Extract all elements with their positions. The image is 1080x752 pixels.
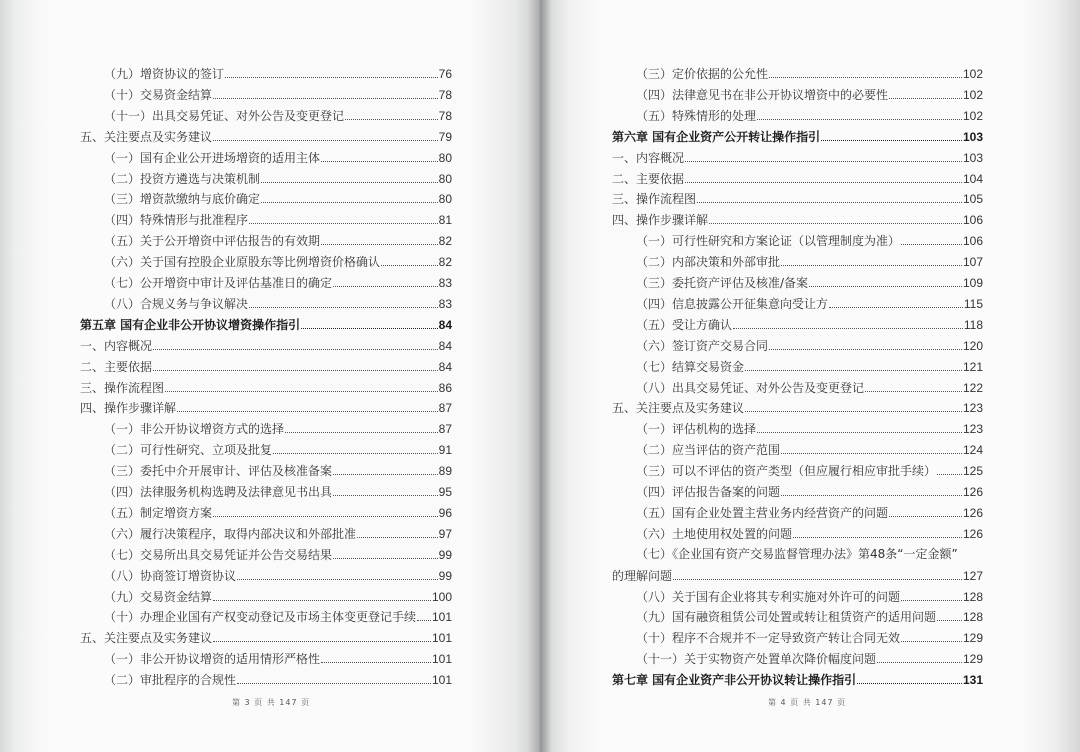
toc-entry xyxy=(104,230,452,251)
toc-entry-title: （十一）关于实物资产处置单次降价幅度问题 xyxy=(636,652,877,667)
toc-page-number: 99 xyxy=(438,568,452,583)
toc-leader-dots xyxy=(889,502,962,517)
toc-page-number: 101 xyxy=(431,631,452,646)
toc-entry-title: 第六章 国有企业资产公开转让操作指引 xyxy=(612,129,821,144)
toc-leader-dots xyxy=(857,669,962,684)
toc-entry-title: 二、主要依据 xyxy=(612,171,685,186)
toc-page-number: 95 xyxy=(438,485,452,499)
toc-entry xyxy=(80,627,452,648)
toc-entry xyxy=(104,523,452,544)
toc-leader-dots xyxy=(165,377,438,392)
toc-entry xyxy=(636,293,983,314)
toc-leader-dots xyxy=(333,460,438,475)
toc-leader-dots xyxy=(213,627,431,642)
toc-page-number: 122 xyxy=(962,380,983,395)
toc-page-number: 121 xyxy=(962,359,983,374)
toc-entry-title: （九）增资协议的签订 xyxy=(104,67,225,81)
toc-leader-dots xyxy=(901,586,962,601)
toc-page-number: 89 xyxy=(438,464,452,479)
toc-leader-dots xyxy=(213,586,431,601)
toc-entry xyxy=(104,63,452,84)
toc-leader-dots xyxy=(213,126,438,141)
toc-entry xyxy=(104,293,452,314)
toc-entry-title: 三、操作流程图 xyxy=(80,380,165,395)
toc-page-number: 83 xyxy=(438,296,452,311)
toc-leader-dots xyxy=(821,126,962,141)
toc-entry-title: （三）增资款缴纳与底价确定 xyxy=(104,192,261,207)
toc-entry-title: （三）委托资产评估及核准/备案 xyxy=(636,276,809,290)
toc-leader-dots xyxy=(261,188,438,203)
toc-entry-title: （二）内部决策和外部审批 xyxy=(636,255,781,270)
toc-entry-title: （三）委托中介开展审计、评估及核准备案 xyxy=(104,464,333,479)
toc-entry xyxy=(104,648,452,669)
right-page xyxy=(540,0,1080,752)
toc-page-number: 120 xyxy=(962,338,983,353)
toc-page-number: 82 xyxy=(438,255,452,270)
toc-entry-title: （二）审批程序的合规性 xyxy=(104,673,237,688)
toc-page-number: 115 xyxy=(963,296,983,311)
toc-entry-title: （七）公开增资中审计及评估基准日的确定 xyxy=(104,276,333,290)
toc-page-number: 78 xyxy=(438,108,452,123)
toc-leader-dots xyxy=(809,272,962,287)
toc-page-number: 101 xyxy=(431,673,452,688)
toc-page-number: 97 xyxy=(438,526,452,541)
page-footer-right: 第 4 页 共 147 页 xyxy=(768,698,847,707)
toc-entry-title: （一）非公开协议增资的适用情形严格性 xyxy=(104,652,321,667)
toc-entry xyxy=(612,397,983,418)
toc-entry xyxy=(636,648,983,669)
toc-entry xyxy=(104,439,452,460)
toc-leader-dots xyxy=(829,293,963,308)
book-gutter-shadow xyxy=(528,0,552,752)
toc-page-number: 126 xyxy=(962,526,983,541)
toc-entry-title: （二）投资方遴选与决策机制 xyxy=(104,171,261,186)
toc-entry xyxy=(612,168,983,189)
toc-page-number: 102 xyxy=(962,108,983,123)
toc-entry-title: 五、关注要点及实务建议 xyxy=(612,401,745,416)
toc-entry xyxy=(104,418,452,439)
toc-entry xyxy=(104,84,452,105)
toc-entry xyxy=(104,460,452,481)
toc-entry xyxy=(636,439,983,460)
toc-leader-dots xyxy=(237,669,431,684)
toc-leader-dots xyxy=(901,230,962,245)
toc-entry xyxy=(636,251,983,272)
toc-page-number: 124 xyxy=(962,443,983,458)
toc-entry-title: （六）签订资产交易合同 xyxy=(636,338,769,353)
toc-entry xyxy=(636,606,983,627)
toc-leader-dots xyxy=(697,188,962,203)
toc-leader-dots xyxy=(333,272,438,287)
toc-leader-dots xyxy=(153,356,438,371)
toc-entry-title: （四）特殊情形与批准程序 xyxy=(104,213,249,228)
toc-entry xyxy=(636,377,983,398)
toc-page-number: 80 xyxy=(438,192,452,207)
toc-page-number: 83 xyxy=(438,276,452,290)
toc-page-number: 107 xyxy=(962,255,983,270)
toc-entry-title: （五）关于公开增资中评估报告的有效期 xyxy=(104,234,321,249)
toc-leader-dots xyxy=(745,397,962,412)
toc-entry xyxy=(104,606,452,627)
toc-entry-title: （七）结算交易资金 xyxy=(636,359,745,374)
toc-entry-title: （八）协商签订增资协议 xyxy=(104,568,237,583)
toc-entry-title: （八）出具交易凭证、对外公告及变更登记 xyxy=(636,380,865,395)
toc-entry xyxy=(636,586,983,607)
toc-page-number: 82 xyxy=(438,234,452,249)
toc-page-number: 123 xyxy=(962,401,983,416)
toc-leader-dots xyxy=(381,251,438,266)
toc-page-number: 87 xyxy=(438,422,452,437)
toc-entry-title: （五）国有企业处置主营业务内经营资产的问题 xyxy=(636,505,889,520)
toc-entry xyxy=(80,397,452,418)
toc-leader-dots xyxy=(757,418,962,433)
toc-entry xyxy=(104,168,452,189)
toc-page-number: 103 xyxy=(962,129,983,144)
toc-leader-dots xyxy=(769,335,962,350)
toc-entry-title: （四）法律服务机构选聘及法律意见书出具 xyxy=(104,485,333,499)
toc-entry-title: （二）应当评估的资产范围 xyxy=(636,443,781,458)
toc-entry-title: （七）《企业国有资产交易监督管理办法》第48条“一定金额” xyxy=(636,546,958,561)
toc-page-number: 127 xyxy=(962,568,983,583)
toc-entry-title: （八）关于国有企业将其专利实施对外许可的问题 xyxy=(636,589,901,604)
toc-entry-title: （十）办理企业国有产权变动登记及市场主体变更登记手续 xyxy=(104,610,417,625)
toc-entry-title: 五、关注要点及实务建议 xyxy=(80,631,213,646)
toc-leader-dots xyxy=(901,627,962,642)
toc-leader-dots xyxy=(237,565,438,580)
toc-leader-dots xyxy=(781,251,962,266)
toc-page-number: 105 xyxy=(962,192,983,207)
toc-page-number: 84 xyxy=(438,338,452,353)
toc-page-number: 101 xyxy=(431,652,452,667)
toc-page-number: 126 xyxy=(962,505,983,520)
toc-leader-dots xyxy=(177,397,438,412)
toc-page-number: 131 xyxy=(962,673,983,688)
toc-leader-dots xyxy=(781,481,962,496)
toc-entry xyxy=(636,84,983,105)
toc-leader-dots xyxy=(733,314,963,329)
toc-leader-dots xyxy=(685,147,962,162)
toc-entry xyxy=(636,481,983,502)
toc-page-number: 128 xyxy=(962,589,983,604)
toc-page-number: 128 xyxy=(962,610,983,625)
toc-entry-title: （九）交易资金结算 xyxy=(104,589,213,604)
toc-entry-title: （八）合规义务与争议解决 xyxy=(104,296,249,311)
toc-leader-dots xyxy=(153,335,438,350)
toc-entry xyxy=(612,147,983,168)
toc-leader-dots xyxy=(273,439,438,454)
toc-leader-dots xyxy=(417,606,431,621)
toc-entry xyxy=(612,565,983,586)
toc-leader-dots xyxy=(877,648,962,663)
toc-entry xyxy=(104,565,452,586)
toc-entry xyxy=(636,502,983,523)
toc-leader-dots xyxy=(225,63,438,78)
toc-entry-title: （七）交易所出具交易凭证并公告交易结果 xyxy=(104,547,333,562)
toc-page-number: 125 xyxy=(962,464,983,479)
toc-chapter-entry xyxy=(80,314,452,335)
toc-leader-dots xyxy=(865,377,962,392)
toc-chapter-entry xyxy=(612,126,983,147)
toc-leader-dots xyxy=(685,168,962,183)
toc-entry xyxy=(104,481,452,502)
toc-page-number: 79 xyxy=(438,129,452,144)
toc-entry xyxy=(636,230,983,251)
toc-entry xyxy=(104,209,452,230)
toc-leader-dots xyxy=(937,606,962,621)
toc-leader-dots xyxy=(781,439,962,454)
toc-entry-title: 第五章 国有企业非公开协议增资操作指引 xyxy=(80,317,301,332)
toc-entry-title: （五）受让方确认 xyxy=(636,317,733,332)
toc-page-number: 104 xyxy=(962,171,983,186)
toc-entry xyxy=(636,544,983,565)
toc-leader-dots xyxy=(213,502,438,517)
toc-entry xyxy=(104,544,452,565)
toc-leader-dots xyxy=(301,314,437,329)
toc-page-number: 129 xyxy=(962,631,983,646)
toc-page-number: 96 xyxy=(438,505,452,520)
toc-entry-title: （六）土地使用权处置的问题 xyxy=(636,526,793,541)
toc-page-number: 118 xyxy=(963,317,983,332)
toc-entry xyxy=(612,209,983,230)
toc-entry-title: （三）定价依据的公允性 xyxy=(636,67,769,81)
toc-page-number: 76 xyxy=(438,67,452,81)
toc-entry xyxy=(80,335,452,356)
toc-page-number: 81 xyxy=(438,213,452,228)
toc-entry-title: 五、关注要点及实务建议 xyxy=(80,129,213,144)
toc-leader-dots xyxy=(249,293,438,308)
toc-leader-dots xyxy=(709,209,962,224)
toc-leader-dots xyxy=(285,418,438,433)
toc-entry-title: （一）非公开协议增资方式的选择 xyxy=(104,422,285,437)
toc-leader-dots xyxy=(333,481,438,496)
toc-entry-title: （四）信息披露公开征集意向受让方 xyxy=(636,296,829,311)
toc-leader-dots xyxy=(793,523,962,538)
toc-entry xyxy=(104,147,452,168)
toc-page-number: 80 xyxy=(438,171,452,186)
toc-entry-title: 二、主要依据 xyxy=(80,359,153,374)
toc-entry-title: （一）国有企业公开进场增资的适用主体 xyxy=(104,150,321,165)
toc-leader-dots xyxy=(345,105,438,120)
toc-entry-title: 一、内容概况 xyxy=(80,338,153,353)
toc-entry xyxy=(104,502,452,523)
toc-leader-dots xyxy=(769,63,962,78)
toc-page-number: 84 xyxy=(438,317,452,332)
toc-entry xyxy=(636,627,983,648)
toc-leader-dots xyxy=(321,648,431,663)
toc-page-number: 101 xyxy=(431,610,452,625)
toc-entry-title: 第七章 国有企业资产非公开协议转让操作指引 xyxy=(612,673,857,688)
toc-leader-dots xyxy=(357,523,438,538)
toc-entry-title: 四、操作步骤详解 xyxy=(612,213,709,228)
toc-entry-title: （六）履行决策程序，取得内部决议和外部批准 xyxy=(104,526,357,541)
toc-page-number: 78 xyxy=(438,87,452,102)
toc-entry xyxy=(636,105,983,126)
toc-entry-title: （十）交易资金结算 xyxy=(104,87,213,102)
toc-entry-title: （六）关于国有控股企业原股东等比例增资价格确认 xyxy=(104,255,381,270)
toc-page-number: 102 xyxy=(962,67,983,81)
toc-page-number: 102 xyxy=(962,87,983,102)
toc-entry xyxy=(636,335,983,356)
toc-page-number: 86 xyxy=(438,380,452,395)
toc-entry-title: （五）制定增资方案 xyxy=(104,505,213,520)
toc-entry xyxy=(612,188,983,209)
toc-entry-title: （四）评估报告备案的问题 xyxy=(636,485,781,499)
toc-page-number: 106 xyxy=(962,213,983,228)
toc-page-number: 106 xyxy=(962,234,983,249)
toc-leader-dots xyxy=(937,460,962,475)
toc-entry-title: （一）评估机构的选择 xyxy=(636,422,757,437)
toc-entry xyxy=(636,314,983,335)
toc-entry xyxy=(636,63,983,84)
toc-entry-title: 一、内容概况 xyxy=(612,150,685,165)
toc-entry xyxy=(636,460,983,481)
toc-leader-dots xyxy=(249,209,438,224)
toc-entry xyxy=(104,105,452,126)
toc-leader-dots xyxy=(261,168,438,183)
toc-leader-dots xyxy=(889,84,962,99)
toc-entry-title: （五）特殊情形的处理 xyxy=(636,108,757,123)
toc-entry-title: 四、操作步骤详解 xyxy=(80,401,177,416)
toc-entry xyxy=(636,523,983,544)
toc-page-number: 99 xyxy=(438,547,452,562)
toc-entry xyxy=(636,272,983,293)
toc-entry-title: （四）法律意见书在非公开协议增资中的必要性 xyxy=(636,87,889,102)
toc-leader-dots xyxy=(673,565,962,580)
toc-entry-title: （十）程序不合规并不一定导致资产转让合同无效 xyxy=(636,631,901,646)
toc-page-number: 109 xyxy=(962,276,983,290)
toc-entry-title: （九）国有融资租赁公司处置或转让租赁资产的适用问题 xyxy=(636,610,937,625)
toc-page-number: 84 xyxy=(438,359,452,374)
toc-page-number: 91 xyxy=(438,443,452,458)
toc-page-number: 126 xyxy=(962,485,983,499)
toc-page-number: 129 xyxy=(962,652,983,667)
toc-entry xyxy=(80,377,452,398)
toc-entry xyxy=(104,669,452,690)
toc-page-number: 103 xyxy=(962,150,983,165)
toc-entry xyxy=(104,188,452,209)
toc-entry-title: （二）可行性研究、立项及批复 xyxy=(104,443,273,458)
toc-entry xyxy=(636,356,983,377)
toc-page-number: 87 xyxy=(438,401,452,416)
toc-entry xyxy=(104,586,452,607)
toc-leader-dots xyxy=(321,147,438,162)
toc-entry xyxy=(104,251,452,272)
toc-leader-dots xyxy=(745,356,962,371)
toc-entry-title: （一）可行性研究和方案论证（以管理制度为准） xyxy=(636,234,901,249)
toc-entry xyxy=(80,356,452,377)
toc-leader-dots xyxy=(321,230,438,245)
toc-entry xyxy=(104,272,452,293)
toc-entry-title: 三、操作流程图 xyxy=(612,192,697,207)
toc-leader-dots xyxy=(333,544,438,559)
toc-page-number: 80 xyxy=(438,150,452,165)
toc-entry-title: （十一）出具交易凭证、对外公告及变更登记 xyxy=(104,108,345,123)
page-footer-left: 第 3 页 共 147 页 xyxy=(232,698,311,707)
toc-page-number: 100 xyxy=(431,589,452,604)
toc-leader-dots xyxy=(757,105,962,120)
toc-page-number: 123 xyxy=(962,422,983,437)
toc-entry-title: 的理解问题 xyxy=(612,568,673,583)
toc-chapter-entry xyxy=(612,669,983,690)
toc-entry-title: （三）可以不评估的资产类型（但应履行相应审批手续） xyxy=(636,464,937,479)
toc-leader-dots xyxy=(213,84,438,99)
toc-entry xyxy=(636,418,983,439)
toc-entry xyxy=(80,126,452,147)
